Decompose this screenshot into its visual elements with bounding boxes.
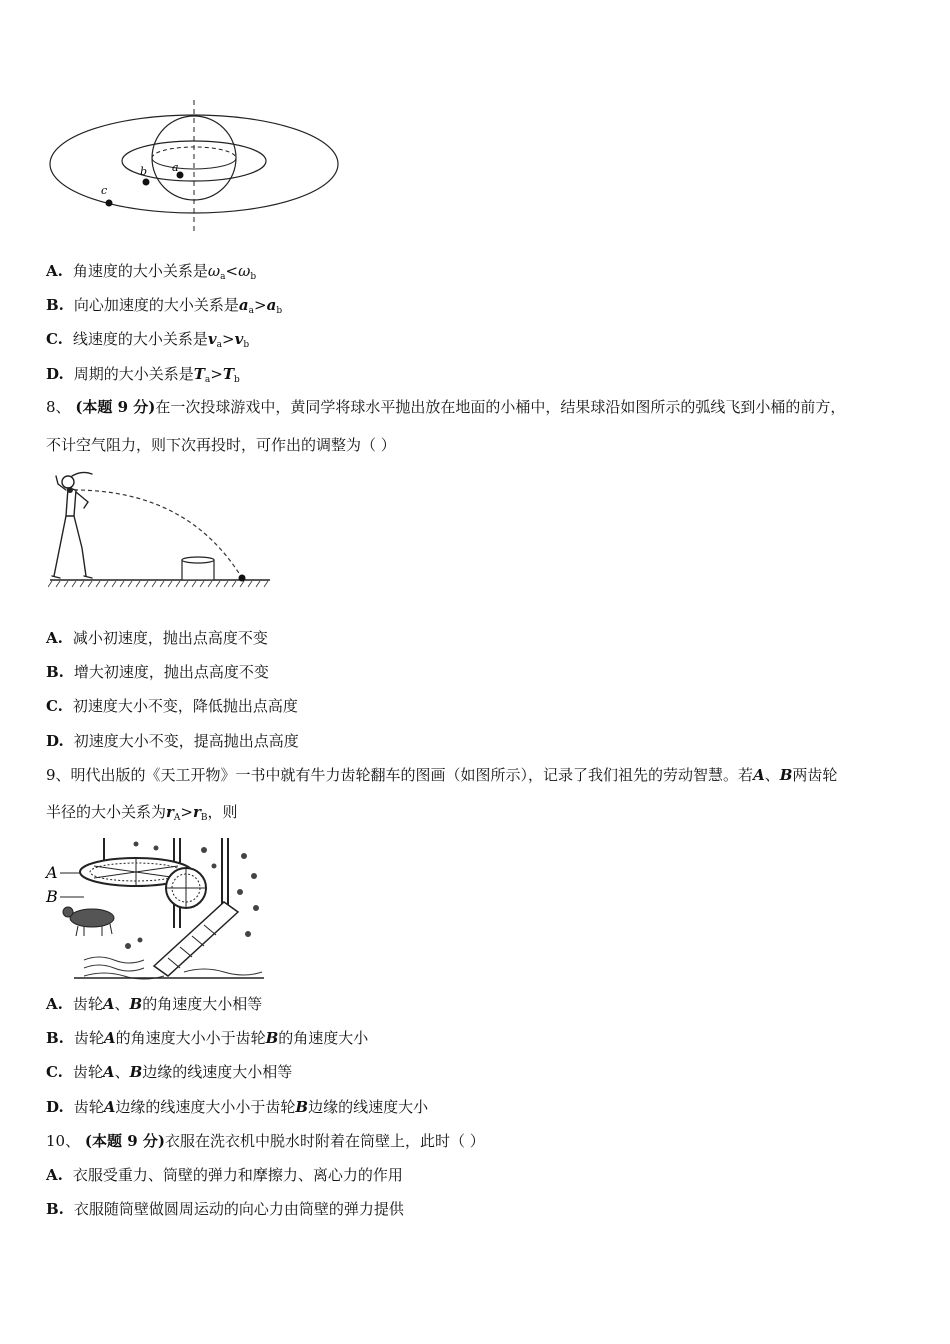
q9-stem-line2: 半径的大小关系为$r_A>r_B$，则 <box>46 803 238 823</box>
satellite-b-dot <box>143 179 150 186</box>
q9-option-a: A. 齿轮A、B的角速度大小相等 <box>46 995 263 1013</box>
satellite-a-label: a <box>172 161 179 174</box>
gear-a-label: A <box>46 863 58 882</box>
q10-option-b: B. 衣服随筒壁做圆周运动的向心力由筒壁的弹力提供 <box>46 1200 404 1218</box>
q9-option-c: C. 齿轮A、B边缘的线速度大小相等 <box>46 1063 293 1081</box>
q9-stem-line1: 9、明代出版的《天工开物》一书中就有牛力齿轮翻车的图画（如图所示），记录了我们祖先的劳动智慧。若A、B两齿轮 <box>46 766 838 784</box>
q8-option-c: C. 初速度大小不变，降低抛出点高度 <box>46 697 298 715</box>
q8-stem-line2: 不计空气阻力，则下次再投时，可作出的调整为（ ） <box>46 436 396 454</box>
q8-stem-line1: 8、 (本题 9 分)在一次投球游戏中，黄同学将球水平抛出放在地面的小桶中，结果球沿如图所示的弧线飞到小桶的前方， <box>46 398 846 416</box>
q10-option-a: A. 衣服受重力、筒壁的弹力和摩擦力、离心力的作用 <box>46 1166 403 1184</box>
satellite-b-label: b <box>140 165 148 178</box>
ball-throw-figure <box>48 468 273 590</box>
q7-option-b: B. 向心加速度的大小关系是$a_a>a_b$ <box>46 296 283 316</box>
q8-option-a: A. 减小初速度，抛出点高度不变 <box>46 629 268 647</box>
q8-option-d: D. 初速度大小不变，提高抛出点高度 <box>46 732 299 750</box>
q9-option-d: D. 齿轮A边缘的线速度大小小于齿轮B边缘的线速度大小 <box>46 1098 429 1116</box>
satellite-c-label: c <box>101 184 108 197</box>
ball-dot <box>239 575 246 582</box>
satellite-c-dot <box>106 200 113 207</box>
q8-option-b: B. 增大初速度，抛出点高度不变 <box>46 663 269 681</box>
q10-stem: 10、 (本题 9 分)衣服在洗衣机中脱水时附着在筒壁上，此时（ ） <box>46 1132 485 1150</box>
q9-option-b: B. 齿轮A的角速度大小小于齿轮B的角速度大小 <box>46 1029 369 1047</box>
gear-b-label: B <box>46 887 58 906</box>
q7-option-c: C. 线速度的大小关系是$v_a>v_b$ <box>46 330 250 350</box>
q7-option-d: D. 周期的大小关系是$T_a>T_b$ <box>46 365 240 385</box>
orbit-figure <box>44 98 344 233</box>
q7-option-a: A. 角速度的大小关系是$\omega_a<\omega_b$ <box>46 262 257 282</box>
gear-waterwheel-figure <box>44 836 266 980</box>
